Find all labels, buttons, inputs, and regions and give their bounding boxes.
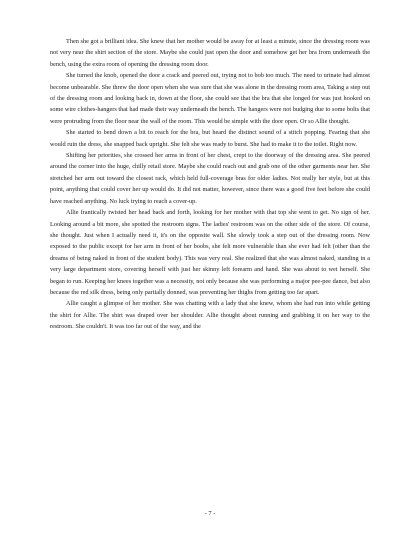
body-text	[50, 36, 370, 333]
paragraph: Allie caught a glimpse of her mother. She was chatting with a lady that she knew, whom she had run into while getting the shirt for Allie. The shirt was draped over her shoulder. Allie thought about running and grabbing it on her way to the restroom. She couldn't. It was too far out of the way, and the	[50, 300, 370, 331]
paragraph: Allie frantically twisted her head back and forth, looking for her mother with that top she went to get. No sign of her. Looking around a bit more, she spotted the restroom signs. The ladies' restroom was on the other side of the store. Of course, she thought. Just when I actually need it, it's on the opposite wall. She slowly took a step out of the dressing room. Now exposed to the public except for her arm in front of her boobs, she felt more vulnerable than she ever had felt (other than the dreams of being naked in front of the student body). This was very real. She realized that she was almost naked, standing in a very large department store, covering herself with just her skinny left forearm and hand. She was about to wet herself. She began to run. Keeping her knees together was a necessity, not only because she was performing a major pee-pee dance, but also because the red silk dress, being only partially donned, was preventing her thighs from getting too far apart.	[50, 209, 370, 296]
paragraph: Then she got a brilliant idea. She knew that her mother would be away for at least a minute, since the dressing room was not very near the shirt section of the store. Maybe she could just open the door and somehow get her bra from underneath the bench, using the extra room of opening the dressing room door.	[50, 38, 370, 68]
paragraph: She turned the knob, opened the door a crack and peered out, trying not to bob too much. The need to urinate had almost become unbearable. She threw the door open when she was sure that she was alone in the dressing room area, Taking a step out of the dressing room and looking back in, down at the floor, she could see that the bra that she longed for was just hooked on some wire clothes-hangers that had made their way underneath the bench. The hangers were not budging due to some bolts that were protruding from the floor near the wall of the room. This would be simple with the door open. Or so Allie thought.	[50, 72, 370, 125]
paragraph: She started to bend down a bit to reach for the bra, but heard the distinct sound of a stitch popping. Fearing that she would ruin the dress, she snapped back upright. She felt she was ready to burst. She had to make it to the toilet. Right now.	[50, 129, 370, 148]
page-number: - 7 -	[204, 510, 216, 517]
paragraph: Shifting her priorities, she crossed her arms in front of her chest, crept to the doorway of the dressing area. She peered around the corner into the huge, chilly retail store. Maybe she could reach out and grab one of the other garments near her. She stretched her arm out toward the closest rack, which held full-coverage bras for older ladies. Not really her style, but at this point, anything that could cover her up would do. It did not matter, however, since there was a good five feet before she could have reached anything. No luck trying to reach a cover-up.	[50, 152, 370, 205]
